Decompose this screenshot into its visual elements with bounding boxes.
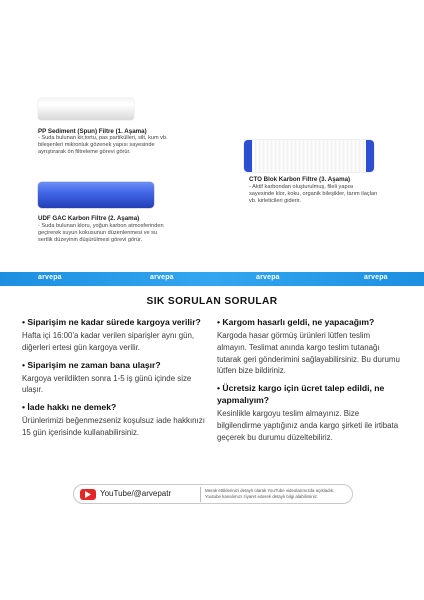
faq-answer: Kargoda hasar görmüş ürünleri lütfen teslim almayın. Teslimat anında kargo teslim tutanağı tutarak geri gönderimini sağlayabilirsiniz. Bu durumu lütfen bize bildiriniz. xyxy=(217,331,400,376)
faq-question: • Siparişim ne zaman bana ulaşır? xyxy=(22,359,161,370)
faq-column-right xyxy=(217,316,401,449)
filter-description-line: sayesinde klor, koku, organik bileşikler, tarım ilaçları xyxy=(249,191,378,198)
divider xyxy=(200,487,201,502)
brand-logo: arvepa xyxy=(38,274,62,281)
gac-filter-image xyxy=(38,182,154,208)
youtube-icon xyxy=(80,489,96,500)
filter-description-line: ayrıştırarak ön filtreleme görevi görür. xyxy=(38,149,131,156)
brand-strip xyxy=(0,272,424,286)
filter-description-line: vb. kirleticileri giderir. xyxy=(249,198,301,205)
filter-description-line: sertlik düzeyinin düşürülmesi görevi görür. xyxy=(38,237,143,244)
filter-description xyxy=(249,184,419,206)
faq-question: • Siparişim ne kadar sürede kargoya verilir? xyxy=(22,317,201,327)
filter-description-line: - Suda bulunan kloru, yoğun karbon atmosferinden xyxy=(38,223,164,229)
filter-description-line: geçirerek suyun kokusunun düzenlenmesi ve su xyxy=(38,230,158,237)
faq-column-left xyxy=(22,316,206,444)
youtube-note-line: Merak ettiklerinizi detaylı olarak YouTube videolarımızda açıkladık. xyxy=(205,488,335,493)
filter-description-line: bileşenleri mikronluk gözenek yapısı sayesinde xyxy=(38,142,155,149)
filter-description-line: - Aktif karbondan oluşturulmuş, fileli yapısı xyxy=(249,184,354,190)
faq-answer: Hafta içi 16:00'a kadar verilen siparişler aynı gün, diğerleri ertesi gün kargoya verilir. xyxy=(22,331,195,352)
filter-description xyxy=(38,135,228,157)
faq-answer: Ürünlerimizi beğenmezseniz koşulsuz iade hakkınızı 15 gün içerisinde kullanabilirsiniz. xyxy=(22,416,205,437)
faq-question: • Ücretsiz kargo için ücret talep edildi, ne yapmalıyım? xyxy=(217,383,385,406)
filter-title: PP Sediment (Spun) Filtre (1. Aşama) xyxy=(38,128,147,135)
filter-title: UDF GAC Karbon Filtre (2. Aşama) xyxy=(38,215,140,222)
youtube-note-line: Youtube kanalımızı ziyaret ederek detaylı bilgi alabilirsiniz. xyxy=(205,494,319,499)
faq-title: SIK SORULAN SORULAR xyxy=(146,296,278,307)
youtube-handle[interactable]: YouTube/@arvepatr xyxy=(100,489,172,498)
brand-logo: arvepa xyxy=(256,274,280,281)
brand-logo: arvepa xyxy=(150,274,174,281)
brand-logo: arvepa xyxy=(364,274,388,281)
filter-description-line: - Suda bulunan kir,tortu, pas partikülleri, silt, kum vb. xyxy=(38,135,168,141)
youtube-banner[interactable] xyxy=(73,484,353,504)
faq-question: • İade hakkı ne demek? xyxy=(22,402,117,413)
faq-answer: Kesinlikle kargoyu teslim almayınız. Bize bilgilendirme yaptığınız anda kargo şirketi ile irtibata geçerek bu durumu düzeltebiliriz. xyxy=(217,409,399,442)
filter-description xyxy=(38,223,228,245)
top-blank-area xyxy=(0,0,424,92)
cto-filter-image xyxy=(244,140,374,172)
sediment-filter-image xyxy=(38,98,134,120)
faq-answer: Kargoya verildikten sonra 1-5 iş günü içinde size ulaşır. xyxy=(22,373,192,395)
filter-title: CTO Blok Karbon Filtre (3. Aşama) xyxy=(249,176,351,183)
youtube-note xyxy=(205,488,351,500)
faq-question: • Kargom hasarlı geldi, ne yapacağım? xyxy=(217,317,375,327)
